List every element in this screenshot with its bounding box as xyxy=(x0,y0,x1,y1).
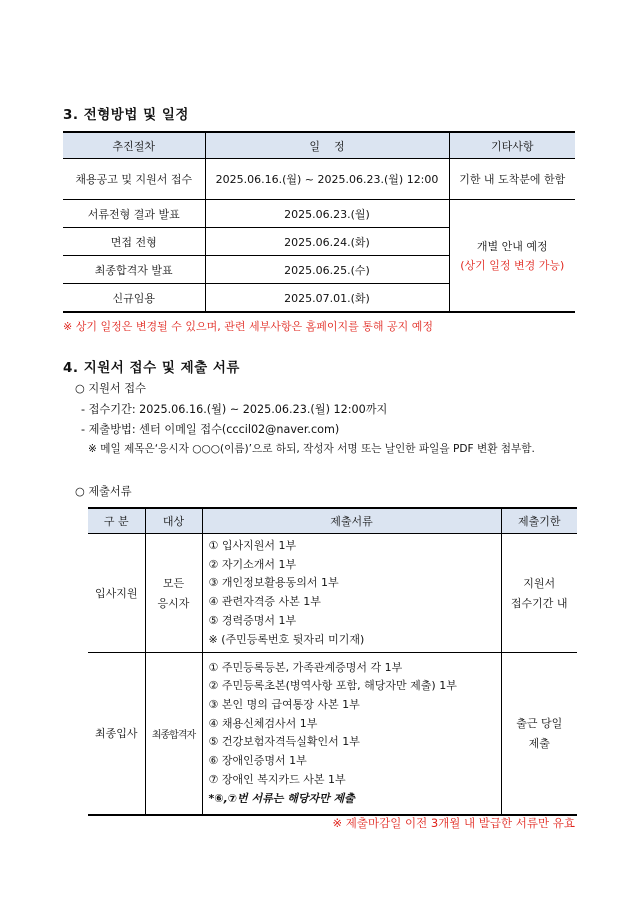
schedule-step: 채용공고 및 지원서 접수 xyxy=(63,159,205,200)
docs-header-deadline: 제출기한 xyxy=(501,508,577,534)
schedule-header-step: 추진절차 xyxy=(63,132,205,159)
docs-category: 최종입사 xyxy=(94,727,138,741)
sub-heading-documents: ○ 제출서류 xyxy=(75,485,132,498)
doc-item: ※ (주민등록번호 뒷자리 미기재) xyxy=(208,632,365,646)
mail-subject-note: ※ 메일 제목은‘응시자 ○○○(이름)’으로 하되, 작성자 서명 또는 날인한 파일을 PDF 변환 첨부함. xyxy=(88,443,535,455)
merged-note: 개별 안내 예정 xyxy=(476,240,548,253)
docs-target xyxy=(145,534,202,653)
schedule-table xyxy=(63,131,575,313)
doc-item: ③ 본인 명의 급여통장 사본 1부 xyxy=(208,698,360,712)
schedule-date: 2025.06.16.(월) ~ 2025.06.23.(월) 12:00 xyxy=(205,159,449,200)
schedule-header-note: 기타사항 xyxy=(449,132,575,159)
schedule-date: 2025.06.23.(월) xyxy=(205,200,449,228)
doc-item: ① 입사지원서 1부 xyxy=(208,539,297,552)
docs-header-category: 구 분 xyxy=(88,508,145,534)
docs-category: 입사지원 xyxy=(88,534,145,653)
doc-item: ④ 채용신체검사서 1부 xyxy=(208,716,318,730)
application-method: - 제출방법: 센터 이메일 접수(cccil02@naver.com) xyxy=(81,423,340,436)
schedule-date: 2025.07.01.(화) xyxy=(205,284,449,313)
docs-target: 최종합격자 xyxy=(145,653,202,815)
schedule-header-date: 일 정 xyxy=(205,132,449,159)
sub-heading-application: ○ 지원서 접수 xyxy=(75,382,146,395)
deadline-line: 제출 xyxy=(528,737,550,751)
schedule-step: 서류전형 결과 발표 xyxy=(63,200,205,228)
doc-item: ④ 관련자격증 사본 1부 xyxy=(208,595,321,609)
schedule-step: 최종합격자 발표 xyxy=(63,256,205,284)
documents-footnote: ※ 제출마감일 이전 3개월 내 발급한 서류만 유효 xyxy=(332,816,575,830)
schedule-date: 2025.06.25.(수) xyxy=(205,256,449,284)
doc-item: ③ 개인정보활용동의서 1부 xyxy=(208,576,339,590)
schedule-step: 신규임용 xyxy=(112,291,155,305)
schedule-footnote: ※ 상기 일정은 변경될 수 있으며, 관련 세부사항은 홈페이지를 통해 공지 예정 xyxy=(63,320,433,333)
docs-deadline xyxy=(501,534,577,653)
doc-item: ⑦ 장애인 복지카드 사본 1부 xyxy=(208,772,346,786)
doc-item: ⑤ 경력증명서 1부 xyxy=(208,613,297,627)
target-line: 응시자 xyxy=(157,597,190,611)
docs-list xyxy=(202,653,501,815)
section4-title: 4. 지원서 접수 및 제출 서류 xyxy=(63,360,240,376)
deadline-line: 접수기간 내 xyxy=(510,597,568,611)
doc-item: ⑤ 건강보험자격득실확인서 1부 xyxy=(208,735,360,749)
schedule-step: 면접 전형 xyxy=(63,228,205,256)
docs-header-target: 대상 xyxy=(145,508,202,534)
schedule-date: 2025.06.24.(화) xyxy=(205,228,449,256)
target-line: 모든 xyxy=(162,577,185,591)
schedule-note: 기한 내 도착분에 한함 xyxy=(449,159,575,200)
application-period: - 접수기간: 2025.06.16.(월) ~ 2025.06.23.(월) 12:00까지 xyxy=(81,403,388,416)
docs-deadline xyxy=(501,653,577,815)
doc-item: ② 주민등록초본(병역사항 포함, 해당자만 제출) 1부 xyxy=(208,679,457,693)
deadline-line: 지원서 xyxy=(523,577,556,591)
merged-note-red: (상기 일정 변경 가능) xyxy=(460,259,565,272)
deadline-line: 출근 당일 xyxy=(516,717,563,731)
docs-note: *⑥,⑦번 서류는 해당자만 제출 xyxy=(208,791,355,805)
schedule-merged-note xyxy=(449,200,575,313)
doc-item: ⑥ 장애인증명서 1부 xyxy=(208,754,307,768)
section3-title: 3. 전형방법 및 일정 xyxy=(63,107,189,123)
documents-table xyxy=(88,507,577,816)
docs-list xyxy=(202,534,501,653)
doc-item: ① 주민등록등본, 가족관계증명서 각 1부 xyxy=(208,660,403,674)
docs-header-documents: 제출서류 xyxy=(202,508,501,534)
doc-item: ② 자기소개서 1부 xyxy=(208,557,297,571)
